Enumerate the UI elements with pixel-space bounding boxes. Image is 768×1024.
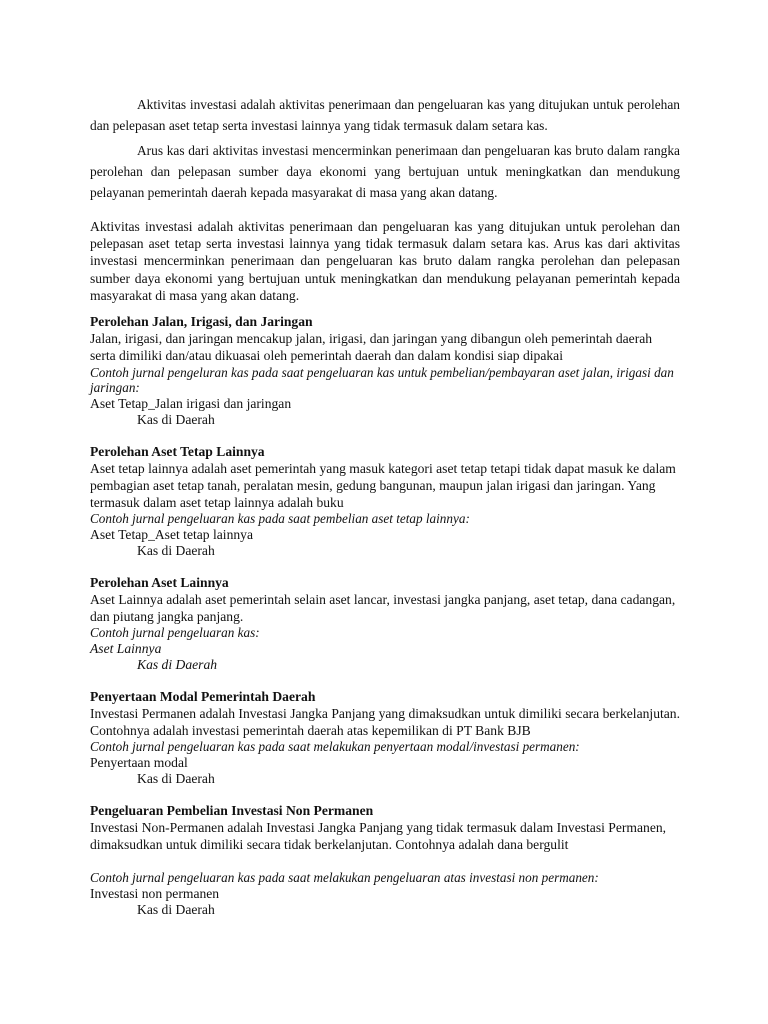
journal-credit-entry: Kas di Daerah <box>137 902 215 918</box>
journal-credit-entry: Kas di Daerah <box>137 412 215 428</box>
section-investasi-non-permanen <box>90 802 680 919</box>
section-body: Aset tetap lainnya adalah aset pemerintah yang masuk kategori aset tetap tetapi tidak dapat masuk ke dalam pembagian aset tetap tanah, peralatan mesin, gedung bangunan, maupun jalan irigasi dan jaringan. Yang termasuk dalam aset tetap lainnya adalah buku <box>90 460 676 511</box>
journal-credit-entry: Kas di Daerah <box>137 657 218 673</box>
journal-example-caption: Contoh jurnal pengeluaran kas pada saat melakukan penyertaan modal/investasi permanen: <box>90 739 580 755</box>
section-aset-lainnya <box>90 574 680 674</box>
journal-example-caption: Contoh jurnal pengeluaran kas pada saat melakukan pengeluaran atas investasi non permanen: <box>90 870 599 886</box>
intro-paragraph-1: Aktivitas investasi adalah aktivitas penerimaan dan pengeluaran kas yang ditujukan untuk perolehan dan pelepasan aset tetap serta investasi lainnya yang tidak termasuk dalam setara kas. <box>90 97 680 133</box>
journal-debit-entry: Penyertaan modal <box>90 755 188 771</box>
journal-credit-entry: Kas di Daerah <box>137 543 215 559</box>
section-heading: Perolehan Aset Tetap Lainnya <box>90 443 265 459</box>
intro-paragraph-3: Aktivitas investasi adalah aktivitas penerimaan dan pengeluaran kas yang ditujukan untuk perolehan dan pelepasan aset tetap serta investasi lainnya yang tidak termasuk dalam setara kas. Arus kas dari aktivitas investasi mencerminkan penerimaan dan pengeluaran kas bruto dalam rangka perolehan dan pelepasan sumber daya ekonomi yang bertujuan untuk meningkatkan dan mendukung pelayanan pemerintah kepada masyarakat di masa yang akan datang. <box>90 219 680 303</box>
intro-paragraph-2: Arus kas dari aktivitas investasi mencerminkan penerimaan dan pengeluaran kas bruto dalam rangka perolehan dan pelepasan sumber daya ekonomi yang bertujuan untuk meningkatkan dan mendukung pelayanan pemerintah daerah kepada masyarakat di masa yang akan datang. <box>90 143 680 200</box>
section-heading: Perolehan Aset Lainnya <box>90 574 229 590</box>
journal-example-caption: Contoh jurnal pengeluaran kas pada saat pembelian aset tetap lainnya: <box>90 511 470 527</box>
section-heading: Penyertaan Modal Pemerintah Daerah <box>90 688 316 704</box>
section-body: Aset Lainnya adalah aset pemerintah selain aset lancar, investasi jangka panjang, aset tetap, dana cadangan, dan piutang jangka panjang. <box>90 592 676 625</box>
section-body: Jalan, irigasi, dan jaringan mencakup jalan, irigasi, dan jaringan yang dibangun oleh pemerintah daerah serta dimiliki dan/atau dikuasai oleh pemerintah daerah dan dalam kondisi siap dipakai <box>90 331 653 364</box>
section-jalan-irigasi-jaringan <box>90 313 680 429</box>
document-page <box>90 94 680 919</box>
section-body: Investasi Non-Permanen adalah Investasi Jangka Panjang yang tidak termasuk dalam Investasi Permanen, dimaksudkan untuk dimiliki secara tidak berkelanjutan. Contohnya adalah dana bergulit <box>90 820 667 853</box>
journal-example-caption: Contoh jurnal pengeluaran kas: <box>90 625 260 641</box>
journal-debit-entry: Aset Tetap_Aset tetap lainnya <box>90 527 254 543</box>
section-heading: Pengeluaran Pembelian Investasi Non Permanen <box>90 802 374 818</box>
journal-debit-entry: Aset Lainnya <box>90 641 162 657</box>
journal-debit-entry: Aset Tetap_Jalan irigasi dan jaringan <box>90 395 292 411</box>
section-aset-tetap-lainnya <box>90 443 680 560</box>
journal-credit-entry: Kas di Daerah <box>137 771 215 787</box>
section-penyertaan-modal <box>90 688 680 788</box>
section-heading: Perolehan Jalan, Irigasi, dan Jaringan <box>90 314 313 330</box>
section-body: Investasi Permanen adalah Investasi Jangka Panjang yang dimaksudkan untuk dimiliki secara berkelanjutan. Contohnya adalah investasi pemerintah daerah atas kepemilikan di PT Bank BJB <box>90 706 680 739</box>
journal-example-caption: Contoh jurnal pengeluran kas pada saat pengeluaran kas untuk pembelian/pembayaran aset jalan, irigasi dan jaringan: <box>90 364 674 396</box>
journal-debit-entry: Investasi non permanen <box>90 886 220 902</box>
